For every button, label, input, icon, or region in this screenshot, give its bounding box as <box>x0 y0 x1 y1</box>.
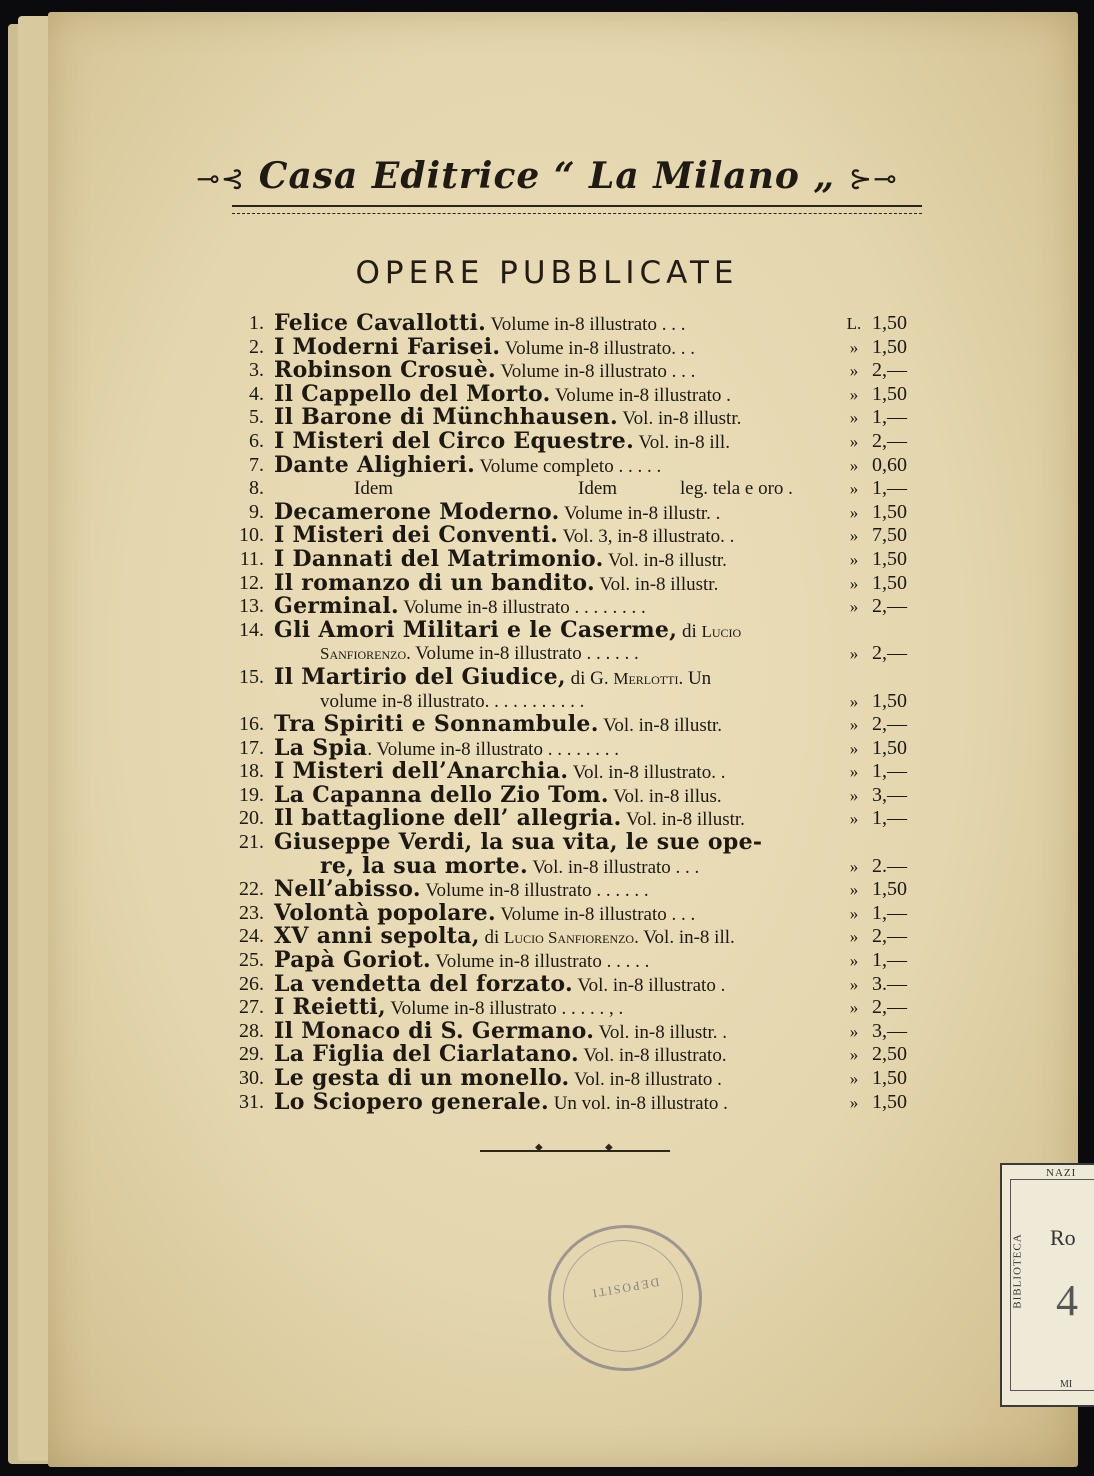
list-item <box>228 925 928 949</box>
item-desc: Vol. in-8 illustr. <box>594 573 719 595</box>
list-item <box>228 878 928 902</box>
item-number: 13. <box>239 595 264 618</box>
list-item <box>228 501 928 525</box>
item-price: 3,— <box>872 1019 907 1042</box>
list-item <box>228 949 928 973</box>
label-number: 4 <box>1056 1276 1078 1325</box>
item-number: 20. <box>239 807 264 830</box>
item-number: 26. <box>239 972 264 995</box>
item-number: 8. <box>249 477 264 500</box>
price-mark: » <box>849 785 859 805</box>
item-author: Sanfiorenzo <box>320 644 407 664</box>
idem-title: Idem <box>578 478 618 500</box>
item-number: 9. <box>249 500 264 523</box>
price-mark: » <box>849 337 859 357</box>
price-mark: » <box>849 549 859 569</box>
price-mark: » <box>849 644 859 664</box>
item-title: Papà Goriot. <box>274 949 432 974</box>
item-price: 1,— <box>872 901 907 924</box>
item-title: La Figlia del Ciarlatano. <box>274 1043 579 1068</box>
list-item <box>228 1020 928 1044</box>
price-mark: » <box>849 927 859 947</box>
list-item <box>228 383 928 407</box>
item-title: La Spia <box>274 736 368 761</box>
price-mark: » <box>849 502 859 522</box>
item-number: 1. <box>249 312 264 334</box>
item-title: Le gesta di un monello. <box>274 1067 570 1091</box>
library-stamp <box>548 1225 702 1371</box>
item-title: Volontà popolare. <box>274 901 496 926</box>
item-number: 29. <box>239 1043 264 1066</box>
item-number: 16. <box>239 713 264 736</box>
list-item <box>228 807 928 831</box>
item-title: I Misteri del Circo Equestre. <box>274 429 635 454</box>
item-number: 27. <box>239 996 264 1019</box>
item-number: 6. <box>249 429 264 452</box>
item-price: 1,50 <box>872 1090 907 1113</box>
item-desc: Volume in-8 illustrato . . . . . <box>431 951 650 973</box>
item-number: 30. <box>239 1067 264 1089</box>
item-number: 17. <box>239 736 264 759</box>
list-item <box>228 1067 928 1091</box>
item-desc: di <box>479 927 505 949</box>
list-item <box>228 619 928 666</box>
item-title: Robinson Crosuè. <box>274 359 497 384</box>
list-item <box>228 737 928 761</box>
list-item <box>228 548 928 572</box>
list-item-idem <box>228 477 928 501</box>
item-desc: Vol. in-8 illustrato. . <box>568 762 726 784</box>
item-title: Giuseppe Verdi, la sua vita, le sue ope- <box>274 831 763 856</box>
publisher-name: Casa Editrice “ La Milano „ <box>258 155 836 197</box>
library-shelf-label <box>1000 1163 1094 1407</box>
item-desc: . Volume in-8 illustrato . . . . . . <box>406 643 639 665</box>
item-title: Il Cappello del Morto. <box>274 382 551 407</box>
item-price: 1,50 <box>872 547 907 570</box>
item-author: Lucio <box>701 621 742 641</box>
item-number: 28. <box>239 1019 264 1042</box>
item-desc: Vol. in-8 illustr. <box>598 715 723 737</box>
label-top-text: NAZI <box>1046 1167 1077 1179</box>
item-number: 12. <box>239 571 264 594</box>
item-price: 1,— <box>872 949 907 972</box>
item-number: 11. <box>239 547 264 570</box>
list-item <box>228 406 928 430</box>
item-desc: Volume completo . . . . . <box>475 455 662 477</box>
item-title: Gli Amori Militari e le Caserme, <box>274 618 678 643</box>
price-mark: » <box>849 691 859 711</box>
price-mark: » <box>849 974 859 994</box>
item-number: 15. <box>239 665 264 688</box>
item-title: Felice Cavallotti. <box>274 312 487 336</box>
list-item <box>228 572 928 596</box>
item-price: 0,60 <box>872 453 907 476</box>
item-price: 1,— <box>872 477 907 500</box>
item-price: 1,50 <box>872 312 907 334</box>
item-price: 2,— <box>872 359 907 382</box>
item-price: 2,— <box>872 713 907 736</box>
item-desc: Vol. 3, in-8 illustrato. . <box>558 526 735 548</box>
item-desc: Vol. in-8 illustrato . <box>569 1069 722 1090</box>
item-price: 2.— <box>872 854 907 877</box>
item-price: 2,— <box>872 595 907 618</box>
price-mark: » <box>849 1021 859 1041</box>
list-item <box>228 666 928 713</box>
item-number: 4. <box>249 382 264 405</box>
item-desc: Vol. in-8 illustrato . . . <box>527 856 700 878</box>
item-number: 31. <box>239 1090 264 1113</box>
item-title: Il romanzo di un bandito. <box>274 571 595 596</box>
stamp-text: DEPOSITI <box>589 1275 661 1301</box>
item-title: La vendetta del forzato. <box>274 972 573 997</box>
item-price: 3.— <box>872 972 907 995</box>
label-city-text: Ro <box>1050 1225 1076 1250</box>
list-item <box>228 312 928 336</box>
item-title: I Dannati del Matrimonio. <box>274 547 604 572</box>
item-title: La Capanna dello Zio Tom. <box>274 783 609 808</box>
item-desc: Volume in-8 illustrato. . . <box>500 337 695 359</box>
item-price: 1,50 <box>872 736 907 759</box>
list-item <box>228 902 928 926</box>
item-title: Tra Spiriti e Sonnambule. <box>274 713 599 738</box>
item-desc: Vol. in-8 illustrato . <box>572 974 726 996</box>
item-title: I Misteri dei Conventi. <box>274 524 559 549</box>
item-number: 3. <box>249 359 264 382</box>
item-number: 18. <box>239 760 264 783</box>
item-desc: Volume in-8 illustrato . . . <box>495 903 696 925</box>
item-title: Il Martirio del Giudice, <box>274 665 566 690</box>
item-desc: Volume in-8 illustrato . . . <box>486 314 686 335</box>
price-mark: » <box>849 951 859 971</box>
price-mark: » <box>849 455 859 475</box>
item-price: 2,50 <box>872 1043 907 1066</box>
item-title: XV anni sepolta, <box>274 925 480 950</box>
price-mark: » <box>849 856 859 876</box>
item-price: 1,50 <box>872 571 907 594</box>
item-desc: Vol. in-8 illus. <box>608 785 722 807</box>
item-title: I Misteri dell’Anarchia. <box>274 760 569 785</box>
catalog-list <box>228 312 928 1114</box>
item-desc: Un vol. in-8 illustrato . <box>548 1092 728 1114</box>
item-author: Lucio Sanfiorenzo <box>504 928 635 948</box>
item-price: 2,— <box>872 996 907 1019</box>
item-title: Il battaglione dell’ allegria. <box>274 807 622 832</box>
list-item <box>228 784 928 808</box>
price-mark: L. <box>846 314 862 333</box>
price-mark: » <box>849 809 859 829</box>
item-title: Dante Alighieri. <box>274 453 476 478</box>
item-price: 1,— <box>872 760 907 783</box>
item-price: 1,— <box>872 406 907 429</box>
item-number: 24. <box>239 925 264 948</box>
price-mark: » <box>849 880 859 900</box>
list-item <box>228 1043 928 1067</box>
price-mark: » <box>849 715 859 735</box>
item-title: Il Monaco di S. Germano. <box>274 1019 595 1044</box>
price-mark: » <box>849 431 859 451</box>
price-mark: » <box>849 1045 859 1065</box>
item-title: Decamerone Moderno. <box>274 500 560 525</box>
item-price: 1,50 <box>872 335 907 358</box>
price-mark: » <box>849 998 859 1018</box>
list-item <box>228 973 928 997</box>
item-title: Il Barone di Münchhausen. <box>274 406 618 431</box>
idem-binding: leg. tela e oro . <box>680 478 793 500</box>
item-price: 2,— <box>872 429 907 452</box>
item-desc: Volume in-8 illustrato . . . . . , . <box>385 998 624 1020</box>
item-desc: di <box>677 620 702 642</box>
list-item <box>228 1091 928 1115</box>
list-item <box>228 713 928 737</box>
item-price: 1,50 <box>872 878 907 901</box>
list-item <box>228 996 928 1020</box>
item-number: 10. <box>239 524 264 547</box>
item-desc: . Un <box>678 667 712 689</box>
item-desc: . Vol. in-8 ill. <box>634 927 735 949</box>
item-desc: volume in-8 illustrato. . . . . . . . . . . <box>320 690 585 712</box>
item-desc: Volume in-8 illustr. . <box>559 502 721 524</box>
item-desc: Volume in-8 illustrato . . . . . . <box>420 880 649 902</box>
item-desc: Volume in-8 illustrato . . . . . . . . <box>398 597 646 619</box>
price-mark: » <box>849 526 859 546</box>
item-number: 7. <box>249 453 264 476</box>
price-mark: » <box>849 762 859 782</box>
list-item <box>228 760 928 784</box>
list-item <box>228 831 928 878</box>
item-price: 1,50 <box>872 689 907 712</box>
item-number: 5. <box>249 406 264 429</box>
item-desc: Vol. in-8 illustr. . <box>594 1021 728 1043</box>
item-title: I Reietti, <box>274 996 386 1021</box>
item-number: 21. <box>239 831 264 854</box>
item-desc: Vol. in-8 illustrato. <box>578 1045 727 1067</box>
label-bottom-text: MI <box>1060 1379 1073 1390</box>
item-number: 2. <box>249 335 264 358</box>
item-number: 23. <box>239 901 264 924</box>
price-mark: » <box>849 1092 859 1112</box>
item-author: Merlotti <box>613 668 679 688</box>
price-mark: » <box>849 408 859 428</box>
item-title: I Moderni Farisei. <box>274 335 501 360</box>
item-number: 25. <box>239 949 264 972</box>
item-desc: Vol. in-8 illustr. <box>618 408 742 430</box>
bottom-ornament-icon <box>480 1150 670 1162</box>
list-item <box>228 336 928 360</box>
item-desc: Vol. in-8 illustr. <box>603 549 727 571</box>
item-title: Nell’abisso. <box>274 878 421 903</box>
right-ornament-icon: ⊱⊸ <box>848 162 898 195</box>
price-mark: » <box>849 903 859 923</box>
list-item <box>228 430 928 454</box>
price-mark: » <box>849 597 859 617</box>
item-desc: Vol. in-8 ill. <box>634 431 730 453</box>
price-mark: » <box>849 1069 859 1088</box>
item-desc: . Volume in-8 illustrato . . . . . . . . <box>367 738 619 760</box>
price-mark: » <box>849 573 859 593</box>
item-price: 1,50 <box>872 382 907 405</box>
list-item <box>228 454 928 478</box>
price-mark: » <box>849 479 859 499</box>
item-price: 1,50 <box>872 1067 907 1089</box>
list-item <box>228 359 928 383</box>
item-price: 7,50 <box>872 524 907 547</box>
list-item <box>228 595 928 619</box>
publisher-header <box>0 155 1094 197</box>
price-mark: » <box>849 738 859 758</box>
item-price: 2,— <box>872 925 907 948</box>
item-number: 19. <box>239 783 264 806</box>
item-price: 2,— <box>872 642 907 665</box>
item-title: Germinal. <box>274 595 399 620</box>
item-title: Lo Sciopero generale. <box>274 1090 549 1115</box>
item-title: re, la sua morte. <box>320 854 528 879</box>
item-price: 1,50 <box>872 500 907 523</box>
item-desc: di G. <box>565 667 614 689</box>
item-desc: Volume in-8 illustrato . <box>550 384 731 406</box>
price-mark: » <box>849 361 859 381</box>
header-rule <box>232 205 922 214</box>
price-mark: » <box>849 384 859 404</box>
item-desc: Volume in-8 illustrato . . . <box>496 361 696 383</box>
left-ornament-icon: ⊸⊰ <box>196 162 246 195</box>
item-price: 1,— <box>872 807 907 830</box>
item-number: 22. <box>239 878 264 901</box>
list-item <box>228 524 928 548</box>
item-number: 14. <box>239 618 264 641</box>
item-price: 3,— <box>872 783 907 806</box>
section-title: OPERE PUBBLICATE <box>355 255 739 291</box>
item-desc: Vol. in-8 illustr. <box>621 809 745 831</box>
idem-author: Idem <box>354 478 394 500</box>
label-side-text: BIBLIOTECA <box>1011 1233 1024 1309</box>
